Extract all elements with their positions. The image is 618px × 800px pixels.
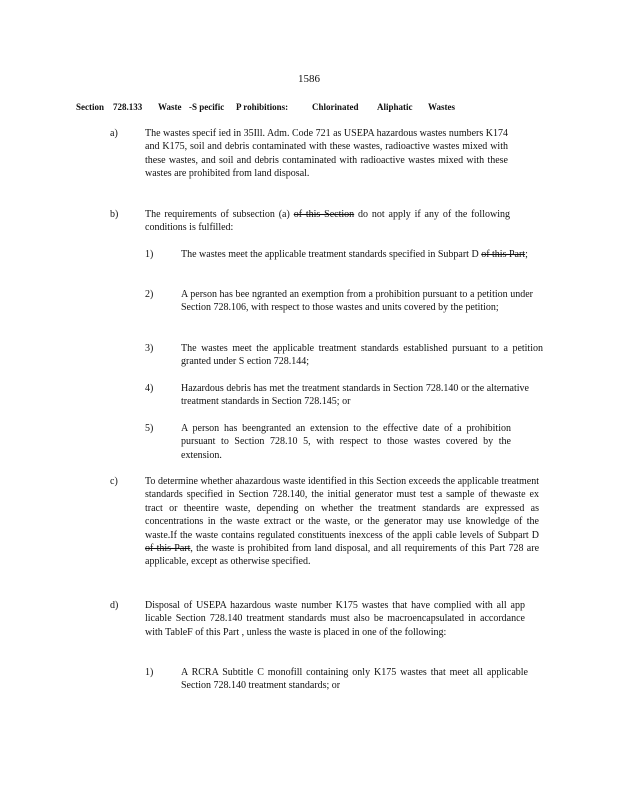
subsection-b-text-pre: The requirements of subsection (a) [145,209,290,220]
heading-word-prohibitions: P rohibitions: [236,102,289,112]
subsection-c-struck-text: of this Part [145,543,191,555]
heading-section-word: Section [76,102,104,112]
heading-word-aliphatic: Aliphatic [377,102,413,112]
subsection-c-text-pre: To determine whether ahazardous waste identified in this Section exceeds the applicable treatment standards specified in Section 728.140, the initial generator must test a sample of thewaste ex tract or theentire waste, depending on whether the treatment standards are expressed as concentrations in the waste extract or the waste, or the generator may use knowledge of the waste.If the waste contains regulated constituents inexcess of the appli cable levels of Subpart D [145,476,539,541]
b-item-3-text: The wastes meet the applicable treatment standards established pursuant to a petition granted under S ection 728.144; [181,343,543,368]
subsection-b-text [145,208,510,235]
subsection-b-label: b) [110,209,119,220]
d-item-1-label: 1) [145,667,154,678]
b-item-4-label: 4) [145,383,154,394]
heading-word-wastes: Wastes [428,102,455,112]
heading-word-waste: Waste [158,102,182,112]
b-item-1-text-main: The wastes meet the applicable treatment standards specified in Subpart D [181,249,479,260]
d-item-1-text: A RCRA Subtitle C monofill containing only K175 wastes that meet all applicable Section 728.140 treatment standards; or [181,667,528,692]
b-item-4-text: Hazardous debris has met the treatment standards in Section 728.140 or the alternative treatment standards in Section 728.145; or [181,383,529,408]
subsection-a-text: The wastes specif ied in 35Ill. Adm. Code 721 as USEPA hazardous wastes numbers K174 and K175, soil and debris contaminated with these wastes, radioactive wastes mixed with these wastes, and soil and debris contaminated with radioactive wastes mixed with these wastes are prohibited from land disposal. [145,128,508,180]
page-number: 1586 [298,73,320,85]
b-item-2-text: A person has bee ngranted an exemption from a prohibition pursuant to a petition under Section 728.106, with respect to those wastes and units covered by the petition; [181,289,533,314]
heading-section-number: 728.133 [113,102,143,112]
b-item-2-label: 2) [145,289,154,300]
b-item-1-struck-text: of this Part [481,249,526,260]
b-item-5-label: 5) [145,423,154,434]
subsection-d-text: Disposal of USEPA hazardous waste number K175 wastes that have complied with all app licable Section 728.140 treatment standards must also be macroencapsulated in accordance with TableF of this Part , unless the waste is placed in one of the following: [145,600,525,638]
b-item-1-label: 1) [145,249,154,260]
heading-word-specific: -S pecific [189,102,225,112]
subsection-c-label: c) [110,476,118,487]
heading-word-chlorinated: Chlorinated [312,102,359,112]
b-item-1-text [181,248,539,261]
subsection-c-text [145,475,539,569]
b-item-1-text-post: ; [525,249,528,260]
subsection-a-label: a) [110,128,118,139]
subsection-b-text-post: do not apply if any of the following conditions is fulfilled: [145,209,510,234]
b-item-5-text: A person has beengranted an extension to the effective date of a prohibition pursuant to Section 728.10 5, with respect to those wastes covered by the extension. [181,423,511,461]
subsection-b-struck-text: of this Section [293,209,355,220]
b-item-3-label: 3) [145,343,154,354]
subsection-c-text-post: , the waste is prohibited from land disposal, and all requirements of this Part 728 are applicable, except as otherwise specified. [145,543,540,568]
subsection-d-label: d) [110,600,119,611]
